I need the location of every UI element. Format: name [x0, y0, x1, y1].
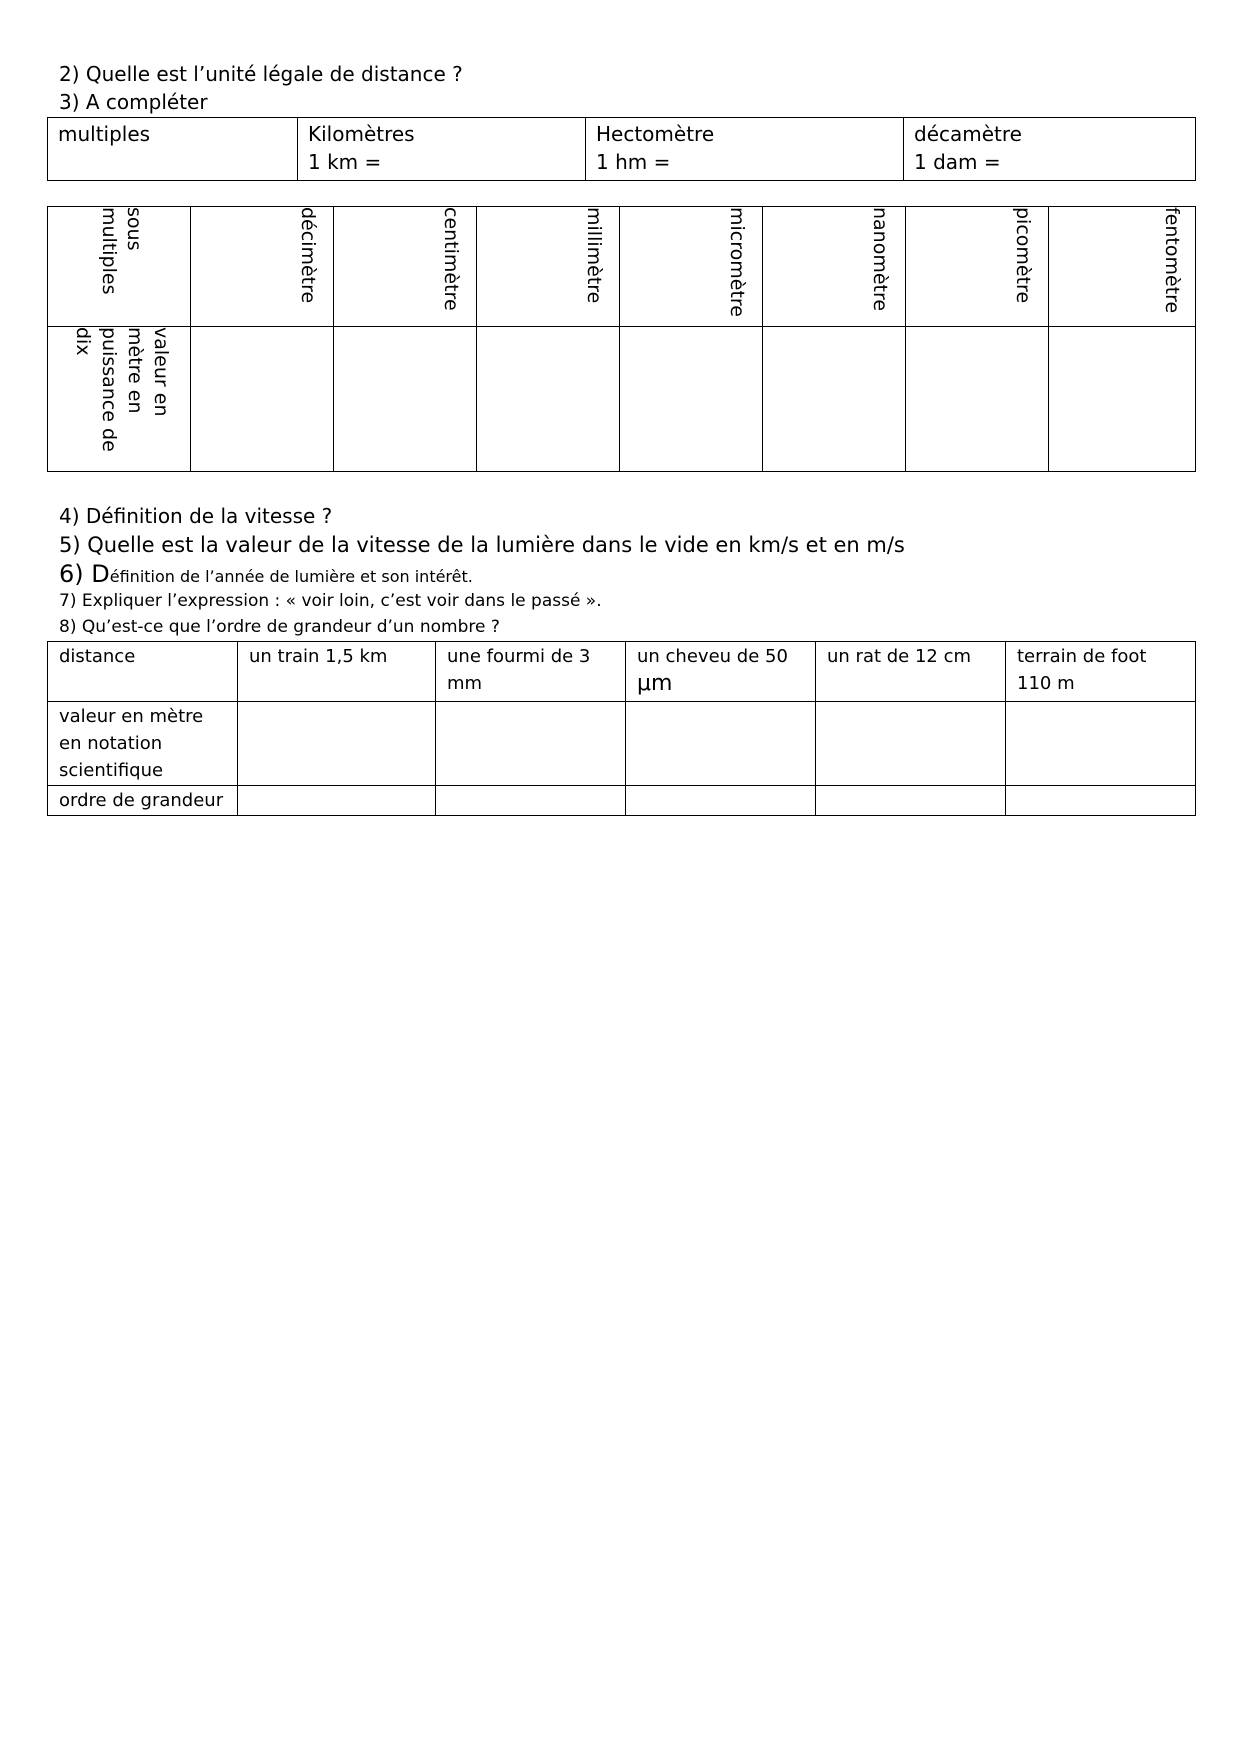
answer-cell[interactable]: [436, 702, 626, 786]
unit-millimetre: millimètre: [477, 207, 620, 327]
answer-cell[interactable]: [906, 327, 1049, 472]
answer-cell[interactable]: [1006, 786, 1196, 816]
answer-cell[interactable]: [238, 702, 436, 786]
answer-cell[interactable]: [334, 327, 477, 472]
question-7: 7) Expliquer l’expression : « voir loin, c’est voir dans le passé ».: [59, 591, 602, 611]
answer-cell[interactable]: [816, 702, 1006, 786]
distance-header: distance: [48, 642, 238, 702]
answer-cell[interactable]: [1006, 702, 1196, 786]
magnitude-table: [47, 641, 1196, 816]
question-3: 3) A compléter: [59, 90, 208, 114]
unit-value: 1 hm =: [596, 150, 671, 174]
unit-nanometre: nanomètre: [763, 207, 906, 327]
item-hair: un cheveu de 50 μm: [626, 642, 816, 702]
cell-kilometre[interactable]: [298, 118, 586, 181]
answer-cell[interactable]: [816, 786, 1006, 816]
order-row-label: ordre de grandeur: [48, 786, 238, 816]
answer-cell[interactable]: [620, 327, 763, 472]
answer-cell[interactable]: [477, 327, 620, 472]
unit-picometre: picomètre: [906, 207, 1049, 327]
unit-name: décamètre: [914, 122, 1022, 146]
submultiples-header: [48, 207, 191, 327]
answer-cell[interactable]: [1049, 327, 1196, 472]
unit-value: 1 km =: [308, 150, 382, 174]
unit-value: 1 dam =: [914, 150, 1001, 174]
value-row-label: valeur en mètre en notation scientifique: [48, 702, 238, 786]
question-5: 5) Quelle est la valeur de la vitesse de la lumière dans le vide en km/s et en m/s: [59, 533, 905, 557]
cell-decametre[interactable]: [904, 118, 1196, 181]
unit-name: Kilomètres: [308, 122, 415, 146]
question-4: 4) Définition de la vitesse ?: [59, 504, 333, 528]
question-6: 6) Définition de l’année de lumière et son intérêt.: [59, 560, 473, 588]
unit-name: Hectomètre: [596, 122, 715, 146]
item-rat: un rat de 12 cm: [816, 642, 1006, 702]
multiples-header: multiples: [48, 118, 298, 181]
unit-centimetre: centimètre: [334, 207, 477, 327]
value-row-header: valeur en mètre en puissance de dix: [48, 327, 191, 472]
question-2: 2) Quelle est l’unité légale de distance ?: [59, 62, 463, 86]
answer-cell[interactable]: [626, 702, 816, 786]
answer-cell[interactable]: [763, 327, 906, 472]
header-line-1: sous: [123, 207, 145, 251]
answer-cell[interactable]: [191, 327, 334, 472]
question-8: 8) Qu’est-ce que l’ordre de grandeur d’un nombre ?: [59, 617, 500, 637]
item-train: un train 1,5 km: [238, 642, 436, 702]
item-ant: une fourmi de 3 mm: [436, 642, 626, 702]
answer-cell[interactable]: [626, 786, 816, 816]
submultiples-table: [47, 206, 1196, 472]
item-football-field: terrain de foot 110 m: [1006, 642, 1196, 702]
unit-fentometre: fentomètre: [1049, 207, 1196, 327]
unit-decimetre: décimètre: [191, 207, 334, 327]
cell-hectometre[interactable]: [586, 118, 904, 181]
unit-micrometre: micromètre: [620, 207, 763, 327]
header-line-2: multiples: [98, 207, 120, 295]
answer-cell[interactable]: [238, 786, 436, 816]
multiples-table: [47, 117, 1196, 181]
answer-cell[interactable]: [436, 786, 626, 816]
